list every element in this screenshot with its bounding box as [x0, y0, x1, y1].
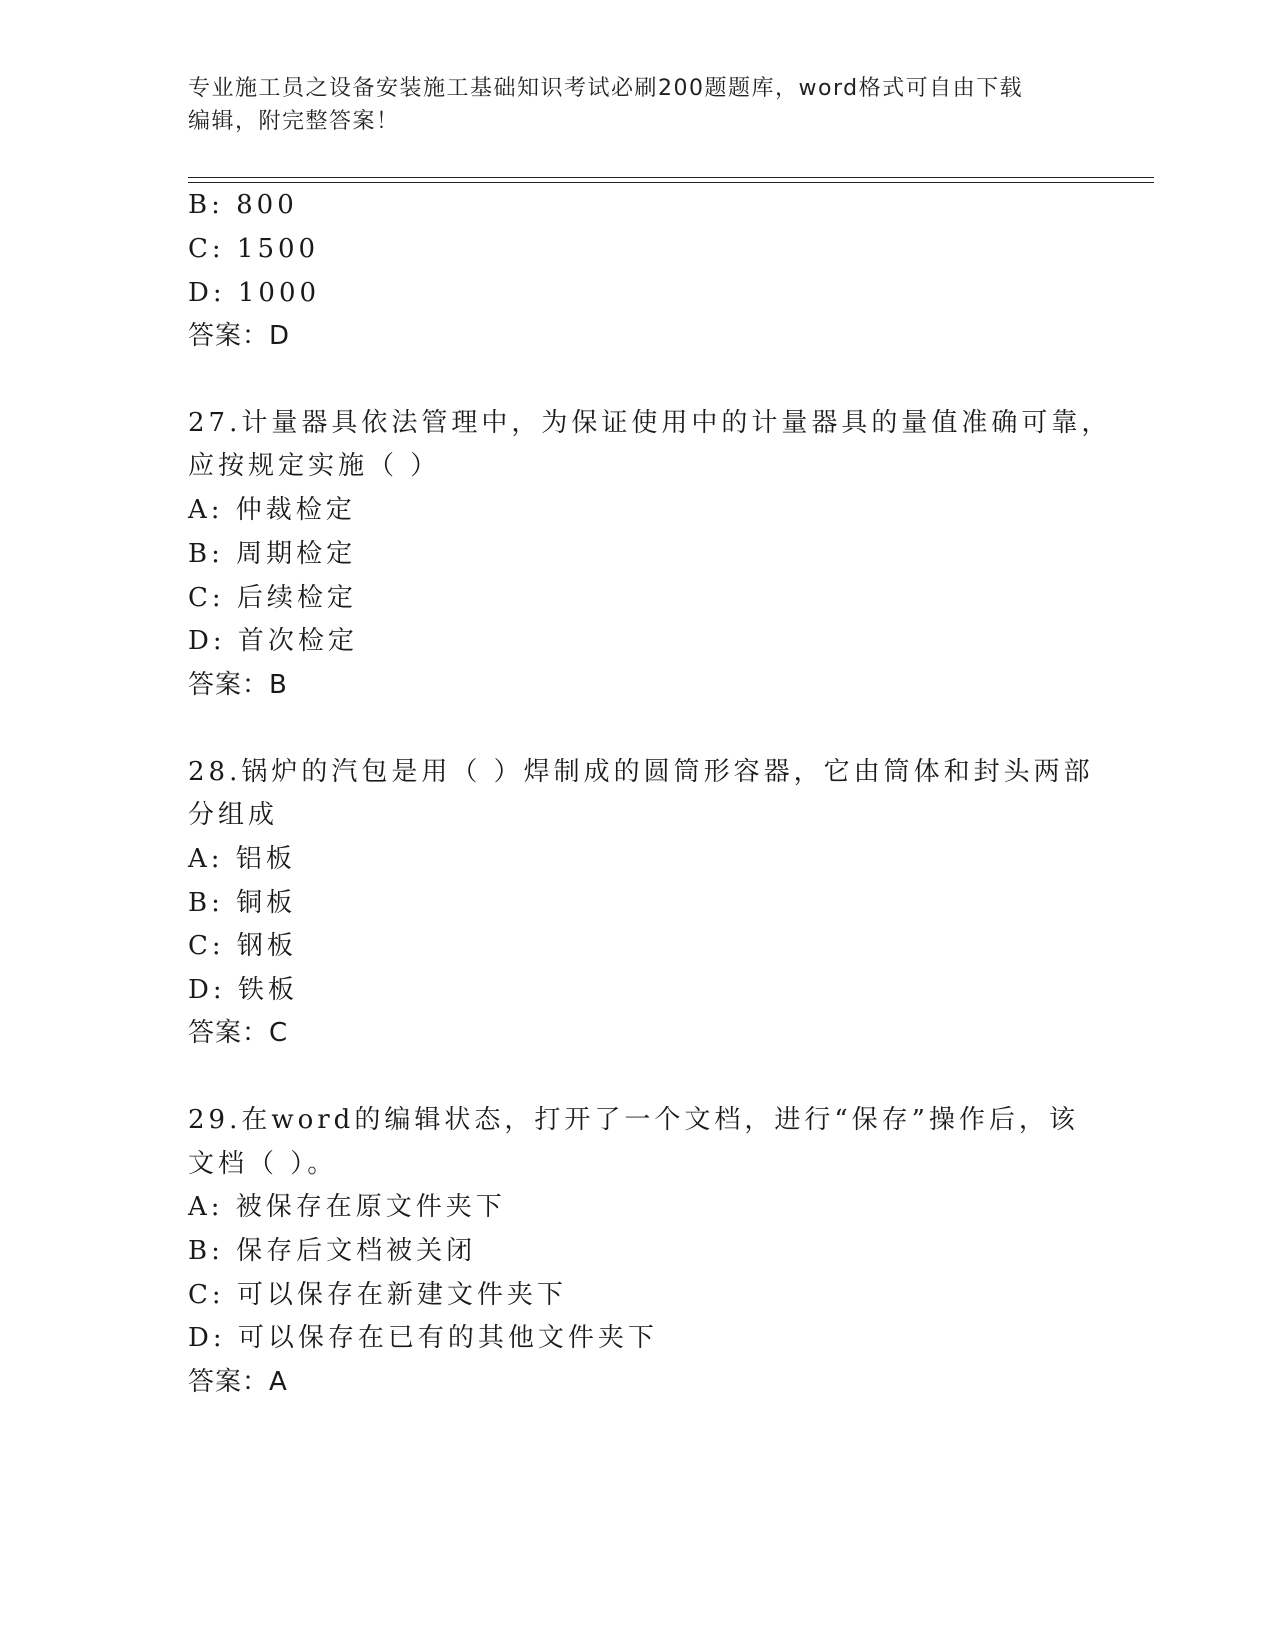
q29-stem-line-1: 29.在word的编辑状态，打开了一个文档，进行“保存”操作后，该	[188, 1105, 1079, 1135]
q29-option-d: D: 可以保存在已有的其他文件夹下	[188, 1323, 658, 1353]
q29-option-a: A: 被保存在原文件夹下	[188, 1192, 506, 1222]
q26-option-b: B: 800	[188, 190, 298, 220]
q26-option-d: D: 1000	[188, 278, 321, 308]
q28-stem-line-2: 分组成	[188, 800, 279, 830]
header-line-1: 专业施工员之设备安装施工基础知识考试必刷200题题库，word格式可自由下载	[188, 76, 1024, 101]
q28-option-c: C: 钢板	[188, 931, 297, 961]
q29-option-c: C: 可以保存在新建文件夹下	[188, 1280, 567, 1310]
q29-answer: 答案：A	[188, 1367, 288, 1397]
q28-option-b: B: 铜板	[188, 888, 297, 918]
q29-stem-line-2: 文档（ ）。	[188, 1149, 338, 1179]
q26-option-c: C: 1500	[188, 234, 320, 264]
q27-option-a: A: 仲裁检定	[188, 495, 356, 525]
q27-option-c: C: 后续检定	[188, 583, 357, 613]
header-divider-top	[188, 177, 1154, 178]
q26-answer: 答案：D	[188, 321, 291, 351]
q28-option-a: A: 铝板	[188, 844, 296, 874]
q28-stem-line-1: 28.锅炉的汽包是用（ ）焊制成的圆筒形容器，它由筒体和封头两部	[188, 757, 1094, 787]
q29-option-b: B: 保存后文档被关闭	[188, 1236, 477, 1266]
q27-option-d: D: 首次检定	[188, 626, 358, 656]
q28-option-d: D: 铁板	[188, 975, 298, 1005]
q27-option-b: B: 周期检定	[188, 539, 357, 569]
header-divider-bottom	[188, 182, 1154, 183]
q27-stem-line-1: 27.计量器具依法管理中，为保证使用中的计量器具的量值准确可靠，	[188, 408, 1112, 438]
q27-stem-line-2: 应按规定实施（ ）	[188, 451, 441, 481]
q28-answer: 答案：C	[188, 1018, 289, 1048]
header-line-2: 编辑，附完整答案！	[188, 109, 400, 134]
q27-answer: 答案：B	[188, 670, 288, 700]
document-header	[188, 72, 1068, 138]
